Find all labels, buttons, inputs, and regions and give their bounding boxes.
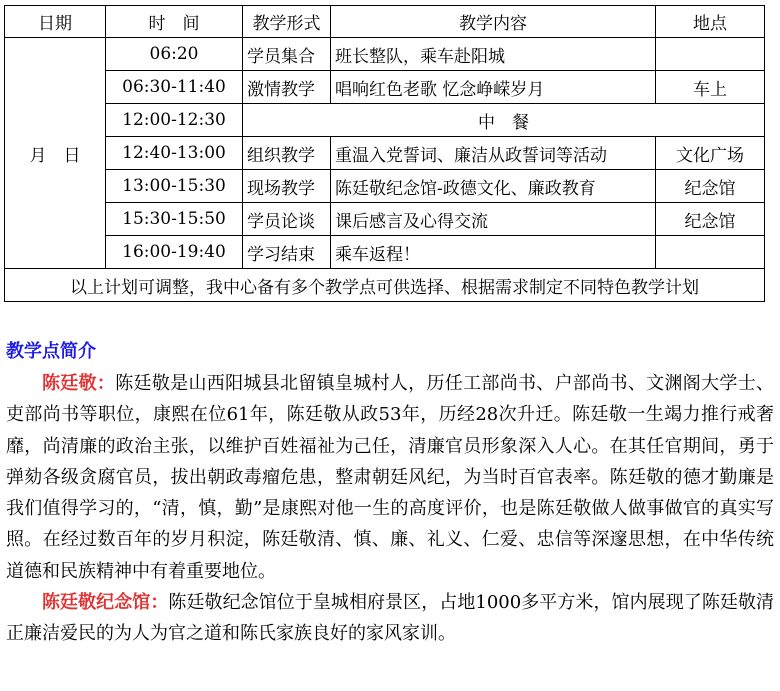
form-cell: 学员集合 [243, 38, 331, 71]
table-row [5, 236, 765, 269]
section-title: 教学点简介 [6, 341, 96, 362]
place-cell: 纪念馆 [656, 170, 765, 203]
content-cell: 课后感言及心得交流 [331, 203, 656, 236]
time-cell: 12:40-13:00 [106, 137, 243, 170]
paragraph-label: 陈廷敬： [42, 373, 116, 394]
date-cell: 月 日 [5, 38, 106, 269]
table-row [5, 137, 765, 170]
schedule-table [4, 5, 765, 302]
header-place: 地点 [656, 6, 765, 38]
content-cell: 陈廷敬纪念馆-政德文化、廉政教育 [331, 170, 656, 203]
table-row [5, 203, 765, 236]
form-cell: 组织教学 [243, 137, 331, 170]
header-row [5, 6, 765, 38]
form-cell: 学习结束 [243, 236, 331, 269]
header-time: 时 间 [106, 6, 243, 38]
form-cell: 激情教学 [243, 71, 331, 104]
header-content: 教学内容 [331, 6, 656, 38]
place-cell: 车上 [656, 71, 765, 104]
paragraph-label: 陈廷敬纪念馆： [42, 592, 169, 614]
intro-section [6, 336, 774, 650]
time-cell: 16:00-19:40 [106, 236, 243, 269]
place-cell: 文化广场 [656, 137, 765, 170]
table-row [5, 38, 765, 71]
intro-paragraph-chen [6, 368, 774, 587]
content-cell: 乘车返程！ [331, 236, 656, 269]
time-cell: 12:00-12:30 [106, 104, 243, 137]
table-row [5, 170, 765, 203]
schedule-note: 以上计划可调整，我中心备有多个教学点可供选择、根据需求制定不同特色教学计划 [5, 269, 765, 302]
place-cell: 纪念馆 [656, 203, 765, 236]
form-cell: 现场教学 [243, 170, 331, 203]
place-cell [656, 38, 765, 71]
table-row [5, 104, 765, 137]
header-form: 教学形式 [243, 6, 331, 38]
paragraph-text: 陈廷敬是山西阳城县北留镇皇城村人，历任工部尚书、户部尚书、文渊阁大学士、吏部尚书等职位，康熙在位61年，陈廷敬从政53年，历经28次升迁。陈廷敬一生竭力推行戒奢靡，尚清廉的政治主张，以维护百姓福祉为己任，清廉官员形象深入人心。在其任官期间，勇于弹劾各级贪腐官员，拔出朝政毒瘤危患，整肃朝廷风纪，为当时百官表率。陈廷敬的德才勤廉是我们值得学习的，“清，慎，勤”是康熙对他一生的高度评价，也是陈廷敬做人做事做官的真实写照。在经过数百年的岁月积淀，陈廷敬清、慎、廉、礼义、仁爱、忠信等深邃思想，在中华传统道德和民族精神中有着重要地位。 [6, 373, 774, 582]
paragraph-text: 陈廷敬纪念馆位于皇城相府景区，占地1000多平方米，馆内展现了陈廷敬清正廉洁爱民的为人为官之道和陈氏家族良好的家风家训。 [6, 592, 774, 645]
content-cell: 唱响红色老歌 忆念峥嵘岁月 [331, 71, 656, 104]
place-cell [656, 236, 765, 269]
time-cell: 06:30-11:40 [106, 71, 243, 104]
meal-cell: 中 餐 [243, 104, 765, 137]
time-cell: 06:20 [106, 38, 243, 71]
time-cell: 15:30-15:50 [106, 203, 243, 236]
intro-paragraph-memorial [6, 587, 774, 650]
content-cell: 班长整队，乘车赴阳城 [331, 38, 656, 71]
content-cell: 重温入党誓词、廉洁从政誓词等活动 [331, 137, 656, 170]
form-cell: 学员论谈 [243, 203, 331, 236]
time-cell: 13:00-15:30 [106, 170, 243, 203]
table-row [5, 71, 765, 104]
note-row [5, 269, 765, 302]
header-date: 日期 [5, 6, 106, 38]
